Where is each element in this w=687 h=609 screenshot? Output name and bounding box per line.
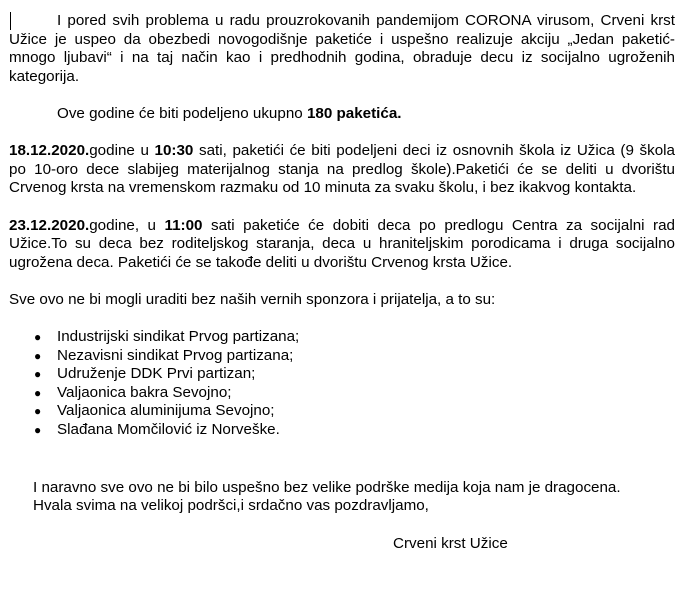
package-count-bold: 180 paketića.: [306, 104, 402, 122]
signature: Crveni krst Užice: [393, 534, 508, 552]
bullet-icon: ●: [34, 404, 42, 419]
bullet-icon: ●: [34, 423, 42, 438]
package-count-text: Ove godine će biti podeljeno ukupno: [57, 104, 307, 122]
sponsor-name: Industrijski sindikat Prvog partizana;: [57, 328, 300, 346]
sponsor-name: Valjaonica bakra Sevojno;: [57, 383, 232, 401]
sponsor-list: [9, 328, 675, 440]
first-text-1: godine u: [89, 142, 155, 160]
list-item: [9, 384, 675, 403]
sponsors-intro-paragraph: Sve ovo ne bi mogli uraditi bez naših vernih sponzora i prijatelja, a to su:: [9, 290, 496, 308]
list-item: [9, 328, 675, 347]
second-date: 23.12.2020.: [9, 216, 90, 234]
intro-paragraph: I pored svih problema u radu prouzrokovanih pandemijom CORONA virusom, Crveni krst Užice je uspeo da obezbedi novogodišnje paketiće i uspešno realizuje akciju „Jedan paketić- mnogo ljubavi“ i na taj način kao i predhodnih godina, obraduje decu iz socijalno ugroženih kategorija.: [9, 12, 675, 85]
list-item: [9, 347, 675, 366]
list-item: [9, 365, 675, 384]
closing-line-2: Hvala svima na velikoj podršci,i srdačno vas pozdravljamo,: [33, 497, 429, 515]
second-text-2: sati paketiće će dobiti deca po predlogu Centra za socijalni rad Užice.To su deca bez roditeljskog staranja, deca u hraniteljskim porodicama i druga socijalno ugrožena deca. Paketići će se takođe deliti u dvorištu Crvenog krsta Užice.: [9, 216, 675, 271]
bullet-icon: ●: [34, 330, 42, 345]
first-date: 18.12.2020.: [9, 142, 90, 160]
document-body[interactable]: [9, 12, 675, 553]
list-item: [9, 402, 675, 421]
bullet-icon: ●: [34, 367, 42, 382]
closing-block: [9, 479, 675, 516]
list-item: [9, 421, 675, 440]
closing-line-1: I naravno sve ovo ne bi bilo uspešno bez velike podrške medija koja nam je dragocena.: [33, 478, 621, 496]
sponsor-name: Valjaonica aluminijuma Sevojno;: [57, 402, 275, 420]
sponsor-name: Slađana Momčilović iz Norveške.: [57, 421, 280, 439]
first-text-2: sati, paketići će biti podeljeni deci iz osnovnih škola iz Užica (9 škola po 10-oro dece slabijeg materijalnog stanja na predlog škole).Paketići će se deliti u dvorištu Crvenog krsta na vremenskom razmaku od 10 minuta za svaku školu, i bez ikakvog kontakta.: [9, 142, 675, 197]
first-time: 10:30: [154, 142, 194, 160]
sponsor-name: Udruženje DDK Prvi partizan;: [57, 365, 256, 383]
first-distribution-paragraph: [9, 142, 675, 198]
second-distribution-paragraph: [9, 217, 675, 273]
sponsor-name: Nezavisni sindikat Prvog partizana;: [57, 346, 294, 364]
second-time: 11:00: [164, 216, 203, 234]
second-text-1: godine, u: [89, 216, 165, 234]
package-count-paragraph: [9, 105, 675, 124]
bullet-icon: ●: [34, 385, 42, 400]
bullet-icon: ●: [34, 348, 42, 363]
